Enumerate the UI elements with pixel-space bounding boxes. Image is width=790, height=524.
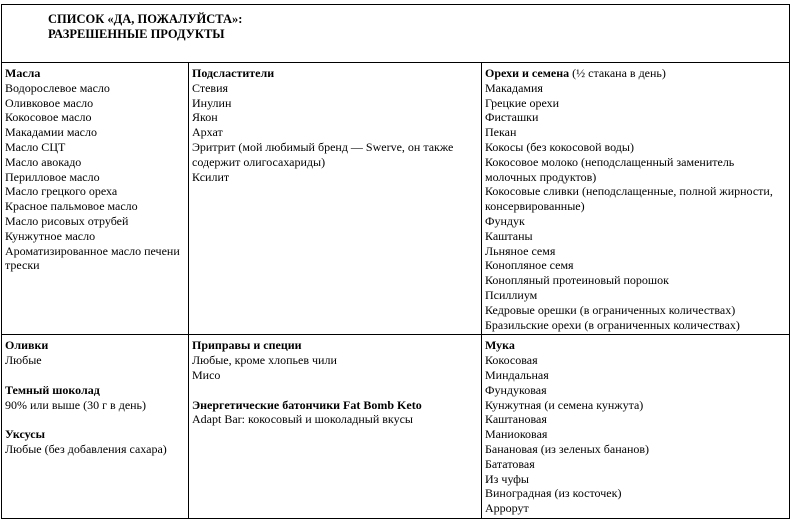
- list-item: Конопляное семя: [485, 258, 574, 273]
- list-item: Любые, кроме хлопьев чили: [192, 353, 337, 368]
- cell-spices-bars: [189, 335, 482, 519]
- section-header-nuts-seeds: [485, 66, 784, 81]
- group-olives: [5, 338, 183, 368]
- vinegars-list: [5, 442, 183, 457]
- list-item: Ксилит: [192, 169, 230, 184]
- list-item: Из чуфы: [485, 471, 529, 486]
- dark-chocolate-list: [5, 398, 183, 413]
- list-item: Любые (без добавления сахара): [5, 441, 167, 456]
- allowed-foods-table: [1, 4, 790, 519]
- list-item: Макадамии масло: [5, 125, 97, 140]
- list-item: Каштановая: [485, 412, 547, 427]
- section-header-oils: Масла: [5, 66, 41, 80]
- list-item: Инулин: [192, 95, 232, 110]
- section-header-dark-chocolate: Темный шоколад: [5, 382, 100, 397]
- group-vinegars: [5, 427, 183, 457]
- list-item: Перилловое масло: [5, 169, 100, 184]
- list-item: Псиллиум: [485, 287, 538, 302]
- nuts-list: [485, 81, 784, 333]
- cell-sweeteners: [189, 63, 482, 335]
- list-item: Кунжутное масло: [5, 228, 96, 243]
- list-item: Оливковое масло: [5, 95, 94, 110]
- list-item: Кокосы (без кокосовой воды): [485, 139, 634, 154]
- list-item: Стевия: [192, 80, 229, 95]
- list-item: Якон: [192, 110, 218, 125]
- olives-list: [5, 353, 183, 368]
- list-item: Кокосовые сливки (неподслащенные, полной жирности, консервированные): [485, 184, 773, 214]
- cell-flour: [482, 335, 790, 519]
- list-item: Виноградная (из косточек): [485, 486, 622, 501]
- list-item: Фундук: [485, 213, 525, 228]
- table-row-top: [2, 63, 790, 335]
- list-item: Миндальная: [485, 367, 549, 382]
- section-header-olives: Оливки: [5, 338, 49, 353]
- list-item: Бататовая: [485, 456, 535, 471]
- list-item: Фисташки: [485, 110, 539, 125]
- list-item: Красное пальмовое масло: [5, 199, 138, 214]
- group-dark-chocolate: [5, 383, 183, 413]
- page-title-line1: СПИСОК «ДА, ПОЖАЛУЙСТА»:: [48, 12, 243, 26]
- list-item: Любые: [5, 353, 42, 368]
- list-item: Кунжутная (и семена кунжута): [485, 397, 644, 412]
- section-header-sweeteners: Подсластители: [192, 66, 275, 80]
- oils-list: [5, 81, 183, 273]
- section-header-spices: Приправы и специи: [192, 338, 302, 353]
- list-item: Каштаны: [485, 228, 533, 243]
- nuts-header-bold: Орехи и семена: [485, 66, 570, 80]
- list-item: Водорослевое масло: [5, 80, 110, 95]
- section-header-flour: Мука: [485, 338, 515, 353]
- list-item: Кедровые орешки (в ограниченных количествах): [485, 302, 736, 317]
- list-item: Кокосовое масло: [5, 110, 92, 125]
- page-title-line2: РАЗРЕШЕННЫЕ ПРОДУКТЫ: [48, 26, 225, 41]
- list-item: Грецкие орехи: [485, 95, 560, 110]
- group-spices: [192, 338, 476, 382]
- nuts-header-note: (½ стакана в день): [569, 66, 666, 80]
- list-item: Пекан: [485, 125, 517, 140]
- list-item: Фундуковая: [485, 382, 547, 397]
- spices-list: [192, 353, 476, 383]
- cell-olives-chocolate-vinegars: [2, 335, 189, 519]
- list-item: Маниоковая: [485, 427, 548, 442]
- sweeteners-list: [192, 81, 476, 185]
- list-item: Льняное семя: [485, 243, 556, 258]
- cell-nuts-seeds: [482, 63, 790, 335]
- list-item: 90% или выше (30 г в день): [5, 397, 147, 412]
- section-header-keto-bars: Энергетические батончики Fat Bomb Keto: [192, 397, 422, 412]
- list-item: Конопляный протеиновый порошок: [485, 273, 669, 288]
- list-item: Масло грецкого ореха: [5, 184, 118, 199]
- title-row: [2, 5, 790, 63]
- list-item: Масло рисовых отрубей: [5, 213, 129, 228]
- list-item: Бразильские орехи (в ограниченных количествах): [485, 317, 740, 332]
- list-item: Архат: [192, 125, 223, 140]
- title-cell: [2, 5, 790, 63]
- list-item: Кокосовая: [485, 353, 538, 368]
- list-item: Мисо: [192, 367, 221, 382]
- section-header-vinegars: Уксусы: [5, 427, 45, 442]
- table-row-bottom: [2, 335, 790, 519]
- list-item: Макадамия: [485, 80, 543, 95]
- list-item: Кокосовое молоко (неподслащенный заменитель молочных продуктов): [485, 154, 735, 184]
- list-item: Аррорут: [485, 501, 529, 516]
- flour-list: [485, 353, 784, 516]
- keto-bars-list: [192, 412, 476, 427]
- list-item: Масло СЦТ: [5, 139, 66, 154]
- list-item: Масло авокадо: [5, 154, 82, 169]
- list-item: Adapt Bar: кокосовый и шоколадный вкусы: [192, 412, 413, 427]
- list-item: Эритрит (мой любимый бренд — Swerve, он также содержит олигосахариды): [192, 139, 454, 169]
- list-item: Банановая (из зеленых бананов): [485, 441, 650, 456]
- list-item: Ароматизированное масло печени трески: [5, 243, 180, 273]
- cell-oils: [2, 63, 189, 335]
- group-keto-bars: [192, 398, 476, 428]
